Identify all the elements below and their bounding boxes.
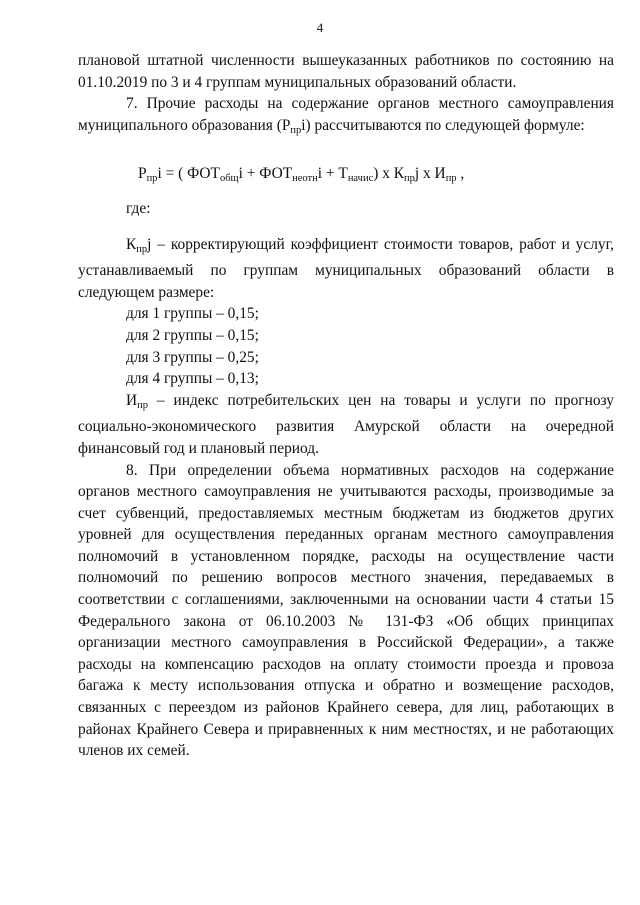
i-definition [78,390,614,460]
formula-fot1-i: i + ФОТ [238,165,293,183]
paragraph-7 [78,93,614,141]
k-symbol-sub: пр [136,243,148,255]
paragraph-8: 8. При определении объема нормативных расходов на содержание органов местного самоуправления не учитываются расходы, производимые за счет субвенций, предоставляемых местным бюджетам из бюджетов других уровней для осуществления переданных органам местного самоуправления полномочий в установленном порядке, расходы на осуществление части полномочий по решению вопросов местного значения, передаваемых в соответствии с соглашениями, заключенными на основании части 4 статьи 15 Федерального закона от 06.10.2003 № 131-ФЗ «Об общих принципах организации местного самоуправления в Российской Федерации», а также расходы на компенсацию расходов на оплату стоимости проезда и провоза багажа к месту использования отпуска и обратно и возмещение расходов, связанных с переездом из районов Крайнего севера, для лиц, работающих в районах Крайнего Севера и приравненных к ним местностях, и не работающих членов их семей. [78,461,614,760]
group-item-1: для 1 группы – 0,15; [126,305,259,323]
i-definition-text: – индекс потребительских цен на товары и услуги по прогнозу социально-экономического развития Амурской области на очередной финансовый год и плановый период. [78,391,614,457]
i-symbol-sub: пр [137,399,148,411]
formula-lhs-sub: пр [146,173,158,185]
group-item-4: для 4 группы – 0,13; [126,370,259,388]
formula-fot2-sub: неотн [292,173,318,185]
document-body [78,50,614,762]
formula-i-sub: пр [445,173,457,185]
intro-paragraph: плановой штатной численности вышеуказанных работников по состоянию на 01.10.2019 по 3 и 4 группам муниципальных образований области. [78,52,614,91]
paragraph-7-text: 7. Прочие расходы на содержание органов местного самоуправления муниципального образования (Р [78,95,614,134]
formula-eq-open: = ( ФОТ [161,165,220,183]
formula-t-sub: начис [347,173,374,185]
k-definition-text: j – корректирующий коэффициент стоимости товаров, работ и услуг, устанавливаемый по группам муниципальных образований области в следующем размере: [78,235,614,301]
paragraph-7-subscript: пр [290,124,302,136]
i-symbol: И [126,391,138,409]
formula-lhs-i: i [157,165,162,183]
formula-k-sub: пр [404,173,415,185]
k-symbol: К [126,235,137,253]
where-label: где: [126,199,151,217]
group-item-3: для 3 группы – 0,25; [126,348,259,366]
page-number: 4 [316,20,324,35]
formula [78,163,614,190]
group-item-2: для 2 группы – 0,15; [126,326,259,344]
formula-lhs: Р [138,165,147,183]
formula-fot2-i: i + Т [317,165,348,183]
k-definition [78,234,614,304]
formula-k-j: j х И [414,165,446,183]
paragraph-7-end: i) рассчитываются по следующей формуле: [301,116,585,134]
formula-fot1-sub: общ [219,173,239,185]
formula-close-k: ) х К [373,165,405,183]
formula-end: , [456,165,465,183]
